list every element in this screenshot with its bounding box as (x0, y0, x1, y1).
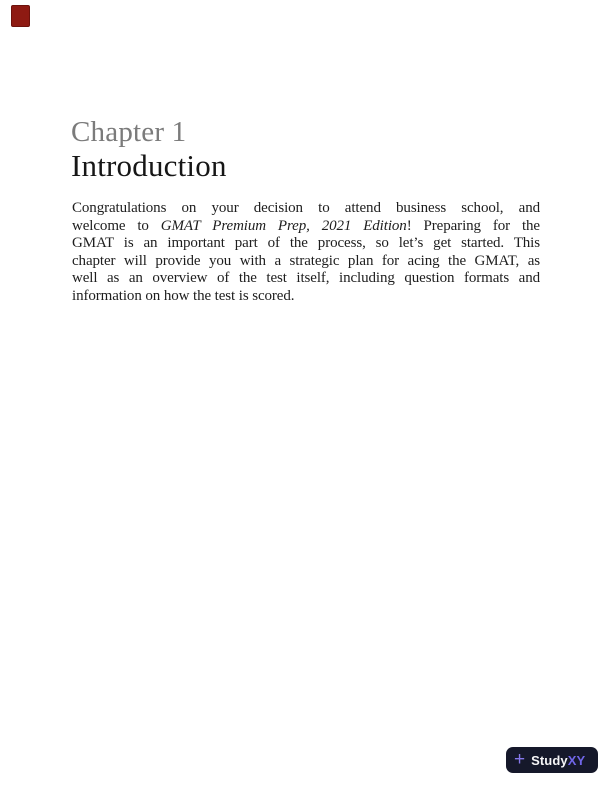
paragraph-text: chapter will provide you with a strategic plan for acing the GMAT, as (72, 252, 540, 269)
brand-xy-label: XY (567, 752, 586, 768)
paragraph-text: well as an overview of the test itself, including question formats and (72, 270, 540, 287)
paragraph-line (72, 253, 540, 271)
paragraph-text: ! Preparing for the (406, 217, 540, 234)
paragraph-line (72, 270, 540, 288)
paragraph-line (72, 218, 540, 236)
paragraph-text: GMAT is an important part of the process, so let’s get started. This (72, 235, 540, 252)
paragraph-text: welcome to (72, 217, 161, 234)
plus-icon: + (514, 748, 526, 770)
intro-paragraph (72, 200, 540, 306)
paragraph-line (72, 288, 540, 306)
paragraph-text: information on how the test is scored. (72, 287, 295, 304)
annotation-note-icon[interactable] (11, 5, 30, 27)
brand-study-label: Study (531, 752, 568, 768)
paragraph-line (72, 235, 540, 253)
chapter-title: Introduction (71, 148, 227, 183)
chapter-label: Chapter 1 (71, 116, 187, 148)
paragraph-line (72, 200, 540, 218)
book-title-italic: GMAT Premium Prep, 2021 Edition (160, 217, 407, 234)
studyxy-watermark-badge[interactable] (506, 747, 598, 773)
paragraph-text: Congratulations on your decision to attend business school, and (72, 200, 540, 216)
